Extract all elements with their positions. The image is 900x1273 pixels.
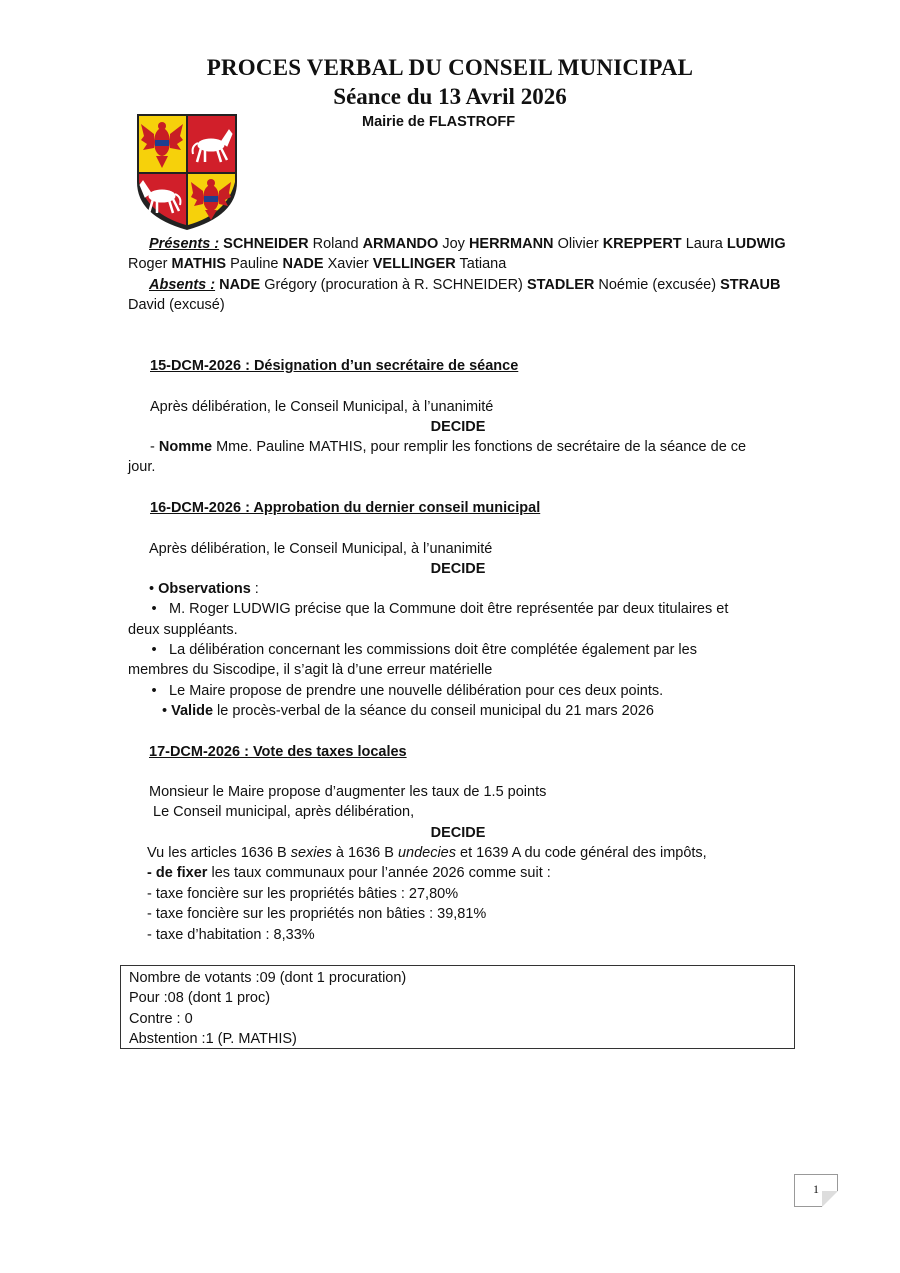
item-16-heading: 16-DCM-2026 : Approbation du dernier conseil municipal <box>150 500 541 516</box>
present-first-name: Laura <box>685 236 723 252</box>
page-number-text: 1 <box>813 1182 819 1196</box>
item-17-line1: Monsieur le Maire propose d’augmenter les taux de 1.5 points <box>149 784 547 800</box>
observations-label: Observations <box>158 581 251 597</box>
bullet-icon: • <box>149 581 155 597</box>
valide-line <box>162 701 654 721</box>
dash: - <box>150 439 155 455</box>
fixer-label: - de fixer <box>147 865 208 881</box>
absent-last-name: STRAUB <box>720 277 781 293</box>
absent-line-2 <box>128 295 225 315</box>
fixer-line <box>147 863 551 883</box>
present-first-name: Roger <box>128 256 168 272</box>
observation-text: M. Roger LUDWIG précise que la Commune doit être représentée par deux titulaires et <box>169 601 729 617</box>
item-17-heading: 17-DCM-2026 : Vote des taxes locales <box>149 744 407 760</box>
valide-text: le procès-verbal de la séance du conseil municipal du 21 mars 2026 <box>213 703 654 719</box>
bullet-icon: • <box>151 683 157 699</box>
document-title: PROCES VERBAL DU CONSEIL MUNICIPAL <box>206 55 694 80</box>
present-line-1 <box>149 234 786 254</box>
absent-first-name: David (excusé) <box>128 297 225 313</box>
observations-colon: : <box>250 581 259 597</box>
present-first-name: Xavier <box>327 256 369 272</box>
vu-text: et 1639 A du code général des impôts, <box>456 845 707 861</box>
absent-label: Absents : <box>149 277 216 293</box>
item-15-intro: Après délibération, le Conseil Municipal, à l’unanimité <box>150 399 494 415</box>
absent-first-name: Noémie (excusée) <box>598 277 717 293</box>
vote-votants: Nombre de votants :09 (dont 1 procuration) <box>129 970 407 986</box>
vu-undecies: undecies <box>397 845 456 861</box>
session-date: Séance du 13 Avril 2026 <box>333 84 567 109</box>
vu-articles-line <box>147 843 707 863</box>
item-17-line2: Le Conseil municipal, après délibération, <box>153 804 415 820</box>
coat-of-arms-logo <box>135 112 239 232</box>
present-last-name: SCHNEIDER <box>223 236 309 252</box>
observation-text: La délibération concernant les commissions doit être complétée également par les <box>169 642 697 658</box>
present-last-name: MATHIS <box>171 256 227 272</box>
absent-first-name: Grégory (procuration à R. SCHNEIDER) <box>264 277 523 293</box>
bullet-icon: • <box>162 703 168 719</box>
present-last-name: ARMANDO <box>362 236 439 252</box>
bullet-icon: • <box>151 601 157 617</box>
present-line-2 <box>128 254 506 274</box>
page-number <box>794 1174 838 1207</box>
vote-results-box <box>120 965 795 1049</box>
item-15-decide: DECIDE <box>430 419 486 435</box>
absent-last-name: NADE <box>219 277 261 293</box>
present-last-name: NADE <box>282 256 324 272</box>
item-16-intro: Après délibération, le Conseil Municipal, à l’unanimité <box>149 541 493 557</box>
present-first-name: Roland <box>312 236 359 252</box>
item-15-heading: 15-DCM-2026 : Désignation d’un secrétaire de séance <box>150 358 519 374</box>
observation-1 <box>143 599 728 619</box>
mairie-name: Mairie de FLASTROFF <box>362 114 516 130</box>
observations-line <box>149 579 259 599</box>
present-last-name: KREPPERT <box>602 236 682 252</box>
vu-text: à 1636 B <box>331 845 398 861</box>
item-15-nomme-line <box>150 437 746 457</box>
fixer-text: les taux communaux pour l’année 2026 comme suit : <box>207 865 551 881</box>
tax-rate-bati: - taxe foncière sur les propriétés bâties : 27,80% <box>147 886 459 902</box>
item-16-decide: DECIDE <box>430 561 486 577</box>
page-fold-icon <box>822 1191 838 1207</box>
observation-2-cont: membres du Siscodipe, il s’agit là d’une erreur matérielle <box>128 662 493 678</box>
vu-text: Vu les articles 1636 B <box>147 845 291 861</box>
vote-pour: Pour :08 (dont 1 proc) <box>129 990 271 1006</box>
observation-1-cont: deux suppléants. <box>128 622 238 638</box>
present-last-name: LUDWIG <box>726 236 786 252</box>
present-label: Présents : <box>149 236 220 252</box>
vu-sexies: sexies <box>290 845 332 861</box>
present-first-name: Tatiana <box>459 256 507 272</box>
present-first-name: Pauline <box>230 256 279 272</box>
present-first-name: Olivier <box>557 236 599 252</box>
valide-label: Valide <box>171 703 214 719</box>
tax-rate-habitation: - taxe d’habitation : 8,33% <box>147 927 315 943</box>
item-15-nomme-cont: jour. <box>128 459 156 475</box>
nomme-text: Mme. Pauline MATHIS, pour remplir les fonctions de secrétaire de la séance de ce <box>216 439 747 455</box>
observation-3 <box>143 681 663 701</box>
present-last-name: HERRMANN <box>468 236 554 252</box>
present-first-name: Joy <box>442 236 465 252</box>
vote-abstention: Abstention :1 (P. MATHIS) <box>129 1031 297 1047</box>
observation-text: Le Maire propose de prendre une nouvelle délibération pour ces deux points. <box>169 683 664 699</box>
bullet-icon: • <box>151 642 157 658</box>
tax-rate-non-bati: - taxe foncière sur les propriétés non bâties : 39,81% <box>147 906 487 922</box>
absent-last-name: STADLER <box>526 277 595 293</box>
absent-line-1 <box>149 275 781 295</box>
observation-2 <box>143 640 697 660</box>
present-last-name: VELLINGER <box>372 256 456 272</box>
item-17-decide: DECIDE <box>430 825 486 841</box>
vote-contre: Contre : 0 <box>129 1011 193 1027</box>
nomme-label: Nomme <box>158 439 213 455</box>
